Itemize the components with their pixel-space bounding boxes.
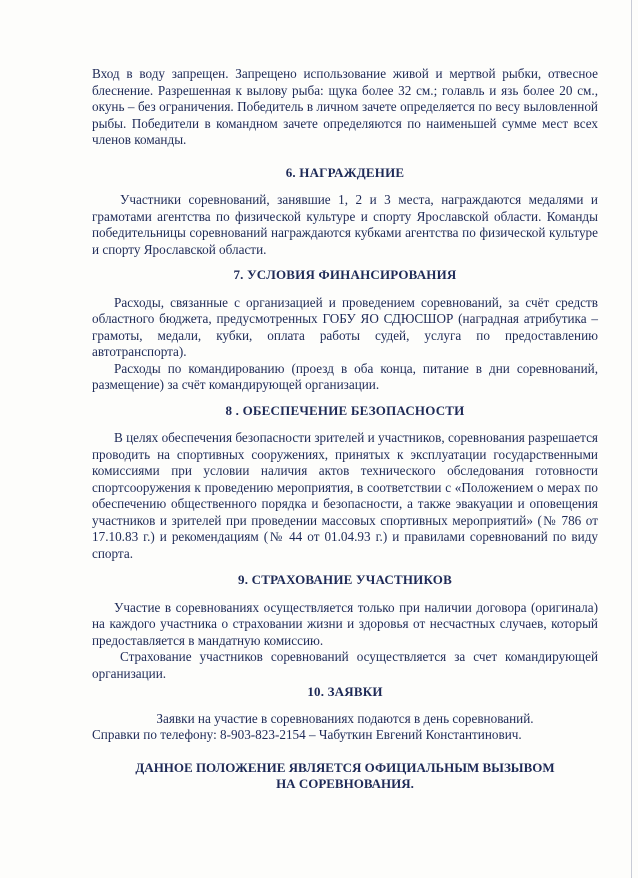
section-7-paragraph-2: Расходы по командированию (проезд в оба конца, питание в дни соревнований, размещение) за счёт командирующей организации. <box>92 360 598 392</box>
section-9-paragraph-2: Страхование участников соревнований осуществляется за счет командирующей организации. <box>92 649 598 681</box>
section-10-paragraph-2: Справки по телефону: 8-903-823-2154 – Чабуткин Евгений Константинович. <box>92 727 522 742</box>
section-6-title: 6. НАГРАЖДЕНИЕ <box>285 164 405 180</box>
section-7-paragraph-1: Расходы, связанные с организацией и проведением соревнований, за счёт средств областного бюджета, предусмотренных ГОБУ ЯО СДЮСШОР (наградная атрибутика – грамоты, медали, кубки, оплата работы судей, услуга по предоставлению автотранспорта). <box>92 294 598 359</box>
section-9-title: 9. СТРАХОВАНИЕ УЧАСТНИКОВ <box>238 572 452 587</box>
section-10-title: 10. ЗАЯВКИ <box>307 684 383 699</box>
section-10-paragraph-1: Заявки на участие в соревнованиях подаются в день соревнований. <box>156 710 534 726</box>
section-8-title: 8 . ОБЕСПЕЧЕНИЕ БЕЗОПАСНОСТИ <box>225 402 465 418</box>
intro-paragraph: Вход в воду запрещен. Запрещено использование живой и мертвой рыбки, отвесное блеснение. Разрешенная к вылову рыба: щука более 32 см.; голавль и язь более 20 см., окунь – без ограничения. Победитель в личном зачете определяется по весу выловленной рыбы. Победители в командном зачете определяются по наименьшей сумме мест всех членов команды. <box>92 66 598 147</box>
document-body <box>92 66 598 792</box>
section-6-paragraph: Участники соревнований, занявшие 1, 2 и 3 места, награждаются медалями и грамотами агентства по физической культуре и спорту Ярославской области. Команды победительницы соревнований награждаются кубками агентства по физической культуре и спорту Ярославской области. <box>92 192 598 257</box>
section-9-paragraph-1: Участие в соревнованиях осуществляется только при наличии договора (оригинала) на каждого участника о страховании жизни и здоровья от несчастных случаев, который предоставляется в мандатную комиссию. <box>92 599 598 648</box>
section-8-paragraph: В целях обеспечения безопасности зрителей и участников, соревнования разрешается проводить на спортивных сооружениях, принятых к эксплуатации государственными комиссиями при условии наличия актов технического обследования готовности спортсооружения к проведению мероприятия, в соответствии с «Положением о мерах по обеспечению общественного порядка и безопасности, а также эвакуации и оповещения участников и зрителей при проведении массовых спортивных мероприятий» (№ 786 от 17.10.83 г.) и рекомендациям (№ 44 от 01.04.93 г.) и правилами соревнований по виду спорта. <box>92 430 598 561</box>
section-7-title: 7. УСЛОВИЯ ФИНАНСИРОВАНИЯ <box>233 267 457 282</box>
final-statement: ДАННОЕ ПОЛОЖЕНИЕ ЯВЛЯЕТСЯ ОФИЦИАЛЬНЫМ ВЫЗЫВОМ НА СОРЕВНОВАНИЯ. <box>135 759 555 791</box>
